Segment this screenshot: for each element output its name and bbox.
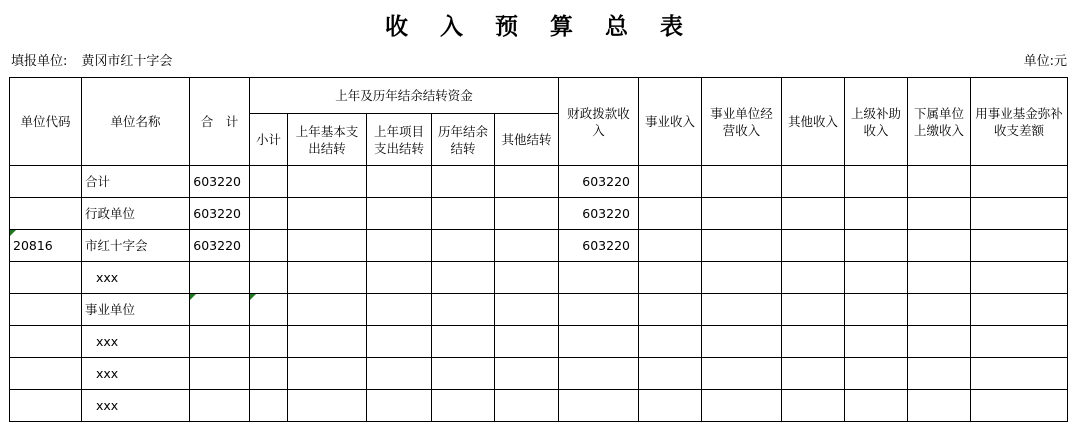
header-superior-subsidy: 上级补助收入: [845, 78, 908, 166]
reporter-info: [11, 50, 172, 69]
header-other-carry: 其他结转: [495, 114, 559, 166]
currency-unit: 单位:元: [1023, 54, 1067, 69]
cell-fiscal[interactable]: [559, 358, 639, 390]
cell-fiscal[interactable]: [559, 390, 639, 422]
header-unit-name: 单位名称: [82, 78, 190, 166]
table-row: [10, 262, 1068, 294]
header-project-carry: 上年项目支出结转: [367, 114, 432, 166]
cell-code[interactable]: [10, 358, 82, 390]
cell-code[interactable]: [10, 326, 82, 358]
cell-code[interactable]: 20816: [10, 230, 82, 262]
cell-name[interactable]: 行政单位: [82, 198, 190, 230]
cell-total[interactable]: [190, 390, 250, 422]
table-row: [10, 230, 1068, 262]
header-basic-carry: 上年基本支出结转: [288, 114, 367, 166]
header-business-income: 事业收入: [639, 78, 702, 166]
cell-fiscal[interactable]: [559, 326, 639, 358]
cell-name[interactable]: 市红十字会: [82, 230, 190, 262]
header-hist-surplus: 历年结余结转: [432, 114, 495, 166]
reporter-label: 填报单位:: [11, 54, 68, 69]
cell-name[interactable]: xxx: [82, 326, 190, 358]
cell-total[interactable]: [190, 262, 250, 294]
cell-fiscal[interactable]: 603220: [559, 230, 639, 262]
cell-code[interactable]: [10, 262, 82, 294]
cell-fiscal[interactable]: 603220: [559, 198, 639, 230]
table-row: [10, 358, 1068, 390]
cell-fiscal[interactable]: 603220: [559, 166, 639, 198]
header-subordinate-remit: 下属单位上缴收入: [908, 78, 971, 166]
cell-total[interactable]: 603220: [190, 230, 250, 262]
header-unit-code: 单位代码: [10, 78, 82, 166]
header-operating-income: 事业单位经营收入: [702, 78, 782, 166]
cell-total[interactable]: [190, 294, 250, 326]
cell-name[interactable]: 合计: [82, 166, 190, 198]
cell-total[interactable]: 603220: [190, 198, 250, 230]
cell-name[interactable]: xxx: [82, 262, 190, 294]
cell-total[interactable]: 603220: [190, 166, 250, 198]
header-other-income: 其他收入: [782, 78, 845, 166]
header-carryover-group: 上年及历年结余结转资金: [250, 78, 559, 114]
cell-fiscal[interactable]: [559, 262, 639, 294]
cell-name[interactable]: 事业单位: [82, 294, 190, 326]
report-title: 收 入 预 算 总 表: [384, 13, 696, 40]
cell-code[interactable]: [10, 294, 82, 326]
header-fund-offset: 用事业基金弥补收支差额: [971, 78, 1068, 166]
cell-fiscal[interactable]: [559, 294, 639, 326]
cell-name[interactable]: xxx: [82, 390, 190, 422]
cell-name[interactable]: xxx: [82, 358, 190, 390]
header-subtotal: 小计: [250, 114, 288, 166]
cell-total[interactable]: [190, 358, 250, 390]
table-row: [10, 294, 1068, 326]
income-budget-table: [9, 77, 1068, 422]
reporter-value: 黄冈市红十字会: [81, 54, 173, 69]
table-row: [10, 326, 1068, 358]
header-total: 合 计: [190, 78, 250, 166]
cell-code[interactable]: [10, 166, 82, 198]
header-fiscal: 财政拨款收入: [559, 78, 639, 166]
table-row: [10, 198, 1068, 230]
table-row: [10, 166, 1068, 198]
table-row: [10, 390, 1068, 422]
cell-total[interactable]: [190, 326, 250, 358]
cell-code[interactable]: [10, 198, 82, 230]
cell-code[interactable]: [10, 390, 82, 422]
